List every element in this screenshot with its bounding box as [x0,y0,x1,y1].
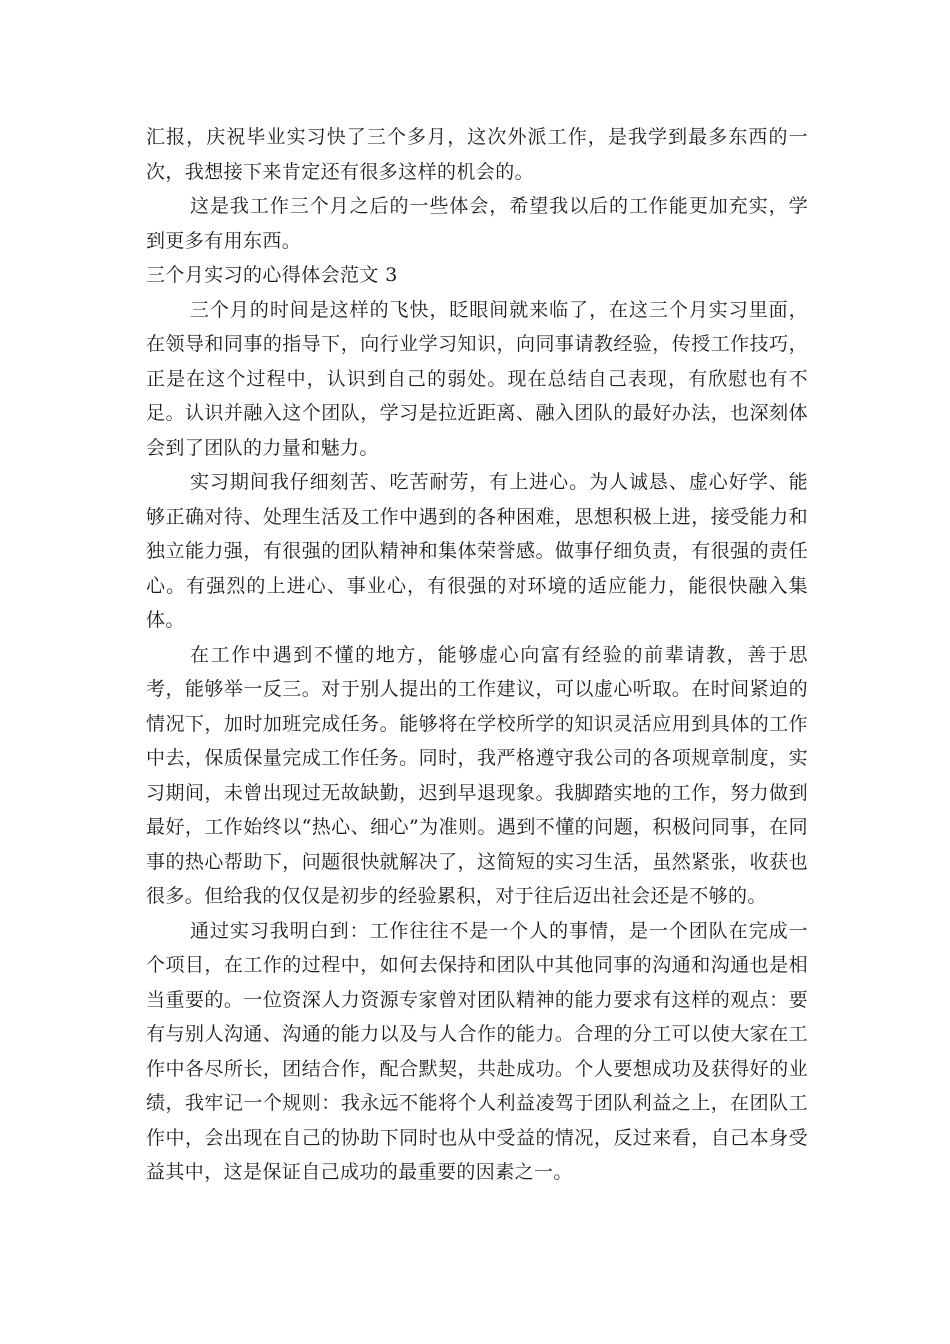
paragraph-intro: 三个月的时间是这样的飞快，眨眼间就来临了，在这三个月实习里面，在领导和同事的指导下，向行业学习知识，向同事请教经验，传授工作技巧，正是在这个过程中，认识到自己的弱处。现在总结自己表现，有欣慰也有不足。认识并融入这个团队，学习是拉近距离、融入团队的最好办法，也深刻体会到了团队的力量和魅力。 [146,298,808,459]
paragraph-continuation: 汇报，庆祝毕业实习快了三个多月，这次外派工作，是我学到最多东西的一次，我想接下来肯定还有很多这样的机会的。 [146,126,808,183]
paragraph-qualities: 实习期间我仔细刻苦、吃苦耐劳，有上进心。为人诚恳、虚心好学、能够正确对待、处理生活及工作中遇到的各种困难，思想积极上进，接受能力和独立能力强，有很强的团队精神和集体荣誉感。做事仔细负责，有很强的责任心。有强烈的上进心、事业心，有很强的对环境的适应能力，能很快融入集体。 [146,471,808,631]
paragraph-work-attitude: 在工作中遇到不懂的地方，能够虚心向富有经验的前辈请教，善于思考，能够举一反三。对于别人提出的工作建议，可以虚心听取。在时间紧迫的情况下，加时加班完成任务。能够将在学校所学的知识灵活应用到具体的工作中去，保质保量完成工作任务。同时，我严格遵守我公司的各项规章制度，实习期间，未曾出现过无故缺勤，迟到早退现象。我脚踏实地的工作，努力做到最好，工作始终以“热心、细心”为准则。遇到不懂的问题，积极问同事，在同事的热心帮助下，问题很快就解决了，这简短的实习生活，虽然紧张，收获也很多。但给我的仅仅是初步的经验累积，对于往后迈出社会还是不够的。 [146,643,808,907]
document-page [146,120,808,1190]
paragraph-closing-thoughts: 这是我工作三个月之后的一些体会，希望我以后的工作能更加充实，学到更多有用东西。 [146,195,808,252]
paragraph-teamwork: 通过实习我明白到：工作往往不是一个人的事情，是一个团队在完成一个项目，在工作的过程中，如何去保持和团队中其他同事的沟通和沟通也是相当重要的。一位资深人力资源专家曾对团队精神的能力要求有这样的观点：要有与别人沟通、沟通的能力以及与人合作的能力。合理的分工可以使大家在工作中各尽所长，团结合作，配合默契，共赴成功。个人要想成功及获得好的业绩，我牢记一个规则：我永远不能将个人利益凌驾于团队利益之上，在团队工作中，会出现在自己的协助下同时也从中受益的情况，反过来看，自己本身受益其中，这是保证自己成功的最重要的因素之一。 [146,919,808,1183]
section-heading: 三个月实习的心得体会范文 3 [146,264,398,286]
